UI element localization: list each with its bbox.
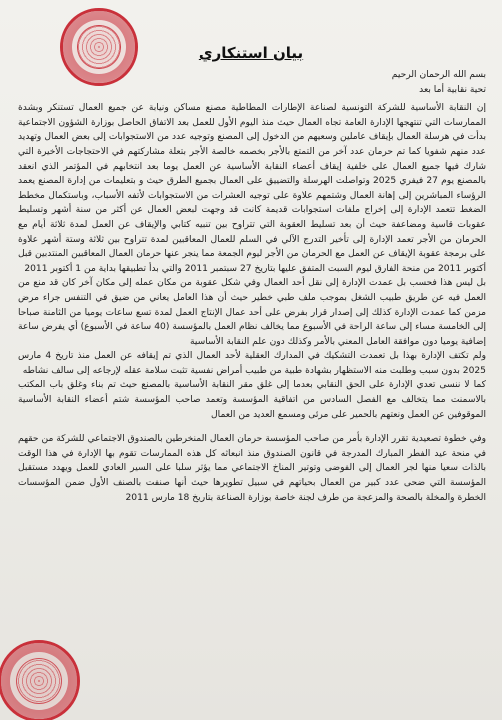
organization-seal-icon: [0, 640, 80, 720]
paragraph-5: وفي خطوة تصعيدية تقرر الإدارة بأمر من صاحب المؤسسة حرمان العمال المنخرطين بالصندوق الاجتماعي للشركة من حقهم في منحة عيد الفطر المبارك المدرجة في قانون الصندوق منذ انبعاثه كل هذه الممارسات تقوم بها الإدارة في هذا الوقت بالذات سعيا منها لجر العمال إلى الفوضى وتوتير المناخ الاجتماعي مما يؤثر سلبا على السير العادي للعمل ويهدد مستقبل المؤسسة التي ضحى عدد كبير من العمال بحياتهم في سبيل تطويرها حيث أنها صنفت بالصنف الأول ضمن المؤسسات الخطرة والمخلة بالصحة والمزعجة من طرف لجنة خاصة بوزارة الصناعة بتاريخ 18 مارس 2011: [18, 434, 486, 503]
basmala: بسم الله الرحمان الرحيم: [391, 70, 486, 80]
paragraph-1: إن النقابة الأساسية للشركة التونسية لصناعة الإطارات المطاطية مصنع مساكن ونيابة عن جميع العمال تستنكر وبشدة الممارسات التي تنتهجها الإدارة العامة تجاه العمال حيث منذ اليوم الأول للعمل بعد الاتفاق الحاصل بوزارة الشؤون الاجتماعية بدأت في هرسلة العمال بإيقاف عاملين وسعيهم من الدخول إلى المصنع وتوجيه عدد من الاستجوابات إلى بعض العمال وتهديد عدد منهم شفويا كما تم حرمان عدد آخر من التمتع بالأجر بخصمه خالصة الأجر بتعلة مشاركتهم في الاحتجاجات الأخيرة التي شارك فيها جميع العمال على خلفية إيقاف أعضاء النقابة الأساسية عن العمل يوما بعد انتخابهم في المؤتمر الذي انعقد بالمصنع يوم 27 فيفري 2025 وتواصلت الهرسلة والتضييق على العمال بجميع الطرق حيث و بتعليمات من إدارة المصنع يعمد الرؤساء المباشرين إلى إهانة العمال وشتمهم علاوة على توجيه العشرات من الاستجوابات لأتفه الأسباب، وباستكمال مخطط الضغط تتعمد الإدارة إلى إخراج ملفات استجوابات قديمة كانت قد وجهت لبعض العمال عن أكثر من سنة أشهر وتسليط عقوبات قاسية ومضاعفة حيث أن بعد تسليط العقوبة التي تتراوح بين تنبيه كتابي والإيقاف عن العمل لمدة ثلاثة أيام مع الحرمان من الأجر تعمد الإدارة إلى تأخير التدرج الآلي في السلم للعمال المعاقبين لمدة تتراوح بين ثلاثة وستة أشهر علاوة على برمجة عقوبة الإيقاف عن العمل مع الحرمان من الأجر ليوم الجمعة مما ينجر عنها حرمان العمال المعاقبين المنتدبين قبل أكتوبر 2011 من منحة الفارق ليوم السبت المتفق عليها بتاريخ 27 سبتمبر 2011 والتي بدأ تطبيقها بداية من 1 أكتوبر 2011: [18, 103, 486, 274]
paragraph-3: ولم تكتف الإدارة بهذا بل تعمدت التشكيك في المدارك العقلية لأحد العمال الذي تم إيقافه عن العمل منذ تاريخ 4 مارس 2025 بدون سبب وطلبت منه الاستظهار بشهادة طبية من طبيب أمراض نفسية تثبت سلامة عقله لإرجاعه إلى سالف نشاطه: [18, 351, 486, 376]
paragraph-2: بل ليس هذا فحسب بل عمدت الإدارة إلى نقل أحد العمال وفي شكل عقوبة من مكان عمله إلى مكان آخر كان قد منع من العمل فيه عن طريق طبيب الشغل بموجب ملف طبي خطير حيث أن هذا العامل يعاني من ضيق في التنفس جراء مرض مزمن كما عمدت الإدارة كذلك إلى إصدار قرار بفرض على أحد عمال الإنتاج العمل لمدة تسع ساعات يوميا من الثامنة صباحا إلى الخامسة مساء إلى ساعة الراحة في الأسبوع مما يخالف نظام العمل بالمؤسسة (40 ساعة في الأسبوع) أي يفرض ساعة إضافية يوميا دون موافقة العامل المعني بالأمر وكذلك دون علم النقابة الأساسية: [18, 278, 487, 347]
statement-body: [18, 68, 486, 505]
paragraph-4: كما لا ننسى تعدي الإدارة على الحق النقابي بعدما إلى غلق مقر النقابة الأساسية بالمصنع حيث تم بناء وغلق باب المكتب بالاسمنت مما يتخالف مع الفصل السادس من اتفاقية المؤسسة وتعمد صاحب المؤسسة شتم أعضاء النقابة الأساسية الموقوفين عن العمل ونعتهم بالحمير على مرئى ومسمع العديد من العمال: [18, 380, 486, 420]
page-title: بيان استنكاري: [198, 44, 304, 62]
greeting: تحية نقابية أما بعد: [419, 84, 486, 95]
